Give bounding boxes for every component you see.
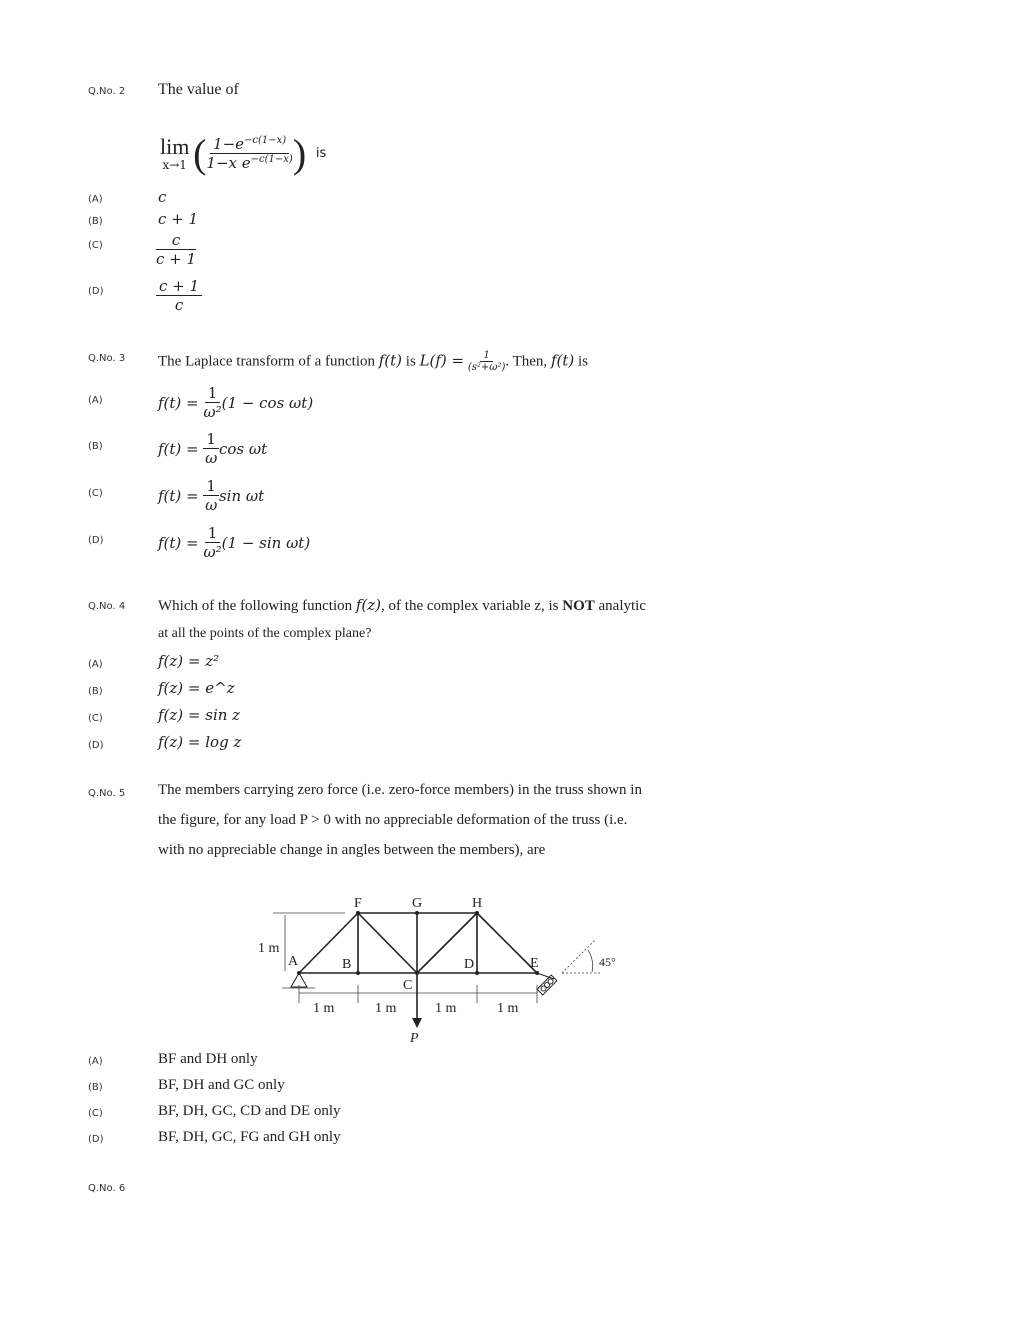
lhs: f(t) = xyxy=(158,486,199,505)
option-label: (A) xyxy=(88,659,103,670)
denominator: c xyxy=(174,295,184,314)
option-c: BF, DH, GC, CD and DE only xyxy=(158,1103,341,1119)
option-b: f(z) = e^z xyxy=(158,679,235,697)
option-label: (A) xyxy=(88,194,103,205)
numerator: c + 1 xyxy=(156,278,202,296)
lim-sub: x→1 xyxy=(162,157,187,172)
option-label: (B) xyxy=(88,1082,103,1093)
span-label: 1 m xyxy=(375,1001,397,1016)
node-label-g: G xyxy=(412,896,423,911)
question-number: Q.No. 3 xyxy=(88,353,126,364)
question-number: Q.No. 6 xyxy=(88,1183,126,1194)
rhs: sin ωt xyxy=(218,486,265,505)
denominator: c + 1 xyxy=(156,249,197,268)
denominator: ω² xyxy=(203,542,222,561)
lhs: f(t) = xyxy=(158,533,199,552)
lf: L(f) = xyxy=(419,351,465,370)
option-c: f(z) = sin z xyxy=(158,706,241,724)
angle-label: 45° xyxy=(599,955,616,969)
rhs: (1 − sin ωt) xyxy=(221,533,311,552)
node-label-a: A xyxy=(288,954,299,969)
numerator: 1 xyxy=(203,431,219,449)
option-d: f(z) = log z xyxy=(158,733,242,751)
question-stem: The members carrying zero force (i.e. zero-force members) in the truss shown in xyxy=(158,782,642,798)
stem-text: analytic xyxy=(598,598,646,614)
numerator: 1 xyxy=(205,525,221,543)
node-label-d: D xyxy=(464,957,475,972)
load-arrow-icon xyxy=(412,1018,422,1028)
question-number: Q.No. 5 xyxy=(88,788,126,799)
node-label-h: H xyxy=(472,896,483,911)
denominator: ω xyxy=(205,448,218,467)
option-d: BF, DH, GC, FG and GH only xyxy=(158,1129,341,1145)
is-text: is xyxy=(315,146,327,161)
denominator: ω² xyxy=(203,402,222,421)
numerator: 1 xyxy=(205,385,221,403)
numerator: 1 xyxy=(480,350,492,362)
lhs: f(t) = xyxy=(158,439,199,458)
option-label: (A) xyxy=(88,395,103,406)
question-number: Q.No. 4 xyxy=(88,601,126,612)
node-label-f: F xyxy=(354,896,362,911)
option-a: c xyxy=(158,188,167,206)
stem-text: , of the complex variable z, is xyxy=(381,598,559,614)
node-label-e: E xyxy=(530,956,539,971)
option-label: (B) xyxy=(88,216,103,227)
ft: f(t) xyxy=(378,351,403,370)
option-label: (D) xyxy=(88,740,104,751)
denominator: ω xyxy=(205,495,218,514)
question-stem: The value of xyxy=(158,81,239,98)
stem-text: Which of the following function xyxy=(158,598,353,614)
limit-expression: lim x→1 ( $\frac{1-e^{-c(1-x)}}{1-x e^{-c(1-x)}}$ ) is xyxy=(160,131,327,176)
ft: f(t) xyxy=(550,351,575,370)
node-label-b: B xyxy=(342,957,352,972)
option-label: (C) xyxy=(88,1108,103,1119)
option-label: (A) xyxy=(88,1056,103,1067)
option-label: (B) xyxy=(88,686,103,697)
span-label: 1 m xyxy=(313,1001,335,1016)
fz: f(z) xyxy=(355,596,382,614)
option-label: (C) xyxy=(88,713,103,724)
numerator: 1−e xyxy=(213,135,245,154)
stem-text: is xyxy=(405,353,416,370)
option-b: BF, DH and GC only xyxy=(158,1077,285,1093)
option-label: (B) xyxy=(88,441,103,452)
option-b: c + 1 xyxy=(158,210,199,228)
rhs: cos ωt xyxy=(218,439,268,458)
denominator: 1−x e xyxy=(206,153,251,172)
rhs: (1 − cos ωt) xyxy=(221,393,314,412)
emphasis: NOT xyxy=(562,598,595,614)
option-label: (D) xyxy=(88,286,104,297)
load-label: P xyxy=(410,1031,419,1046)
lim: lim xyxy=(160,133,190,159)
stem-text: The Laplace transform of a function xyxy=(158,353,375,370)
question-stem-line2: the figure, for any load P > 0 with no appreciable deformation of the truss (i.e. xyxy=(158,812,628,828)
question-stem-line3: with no appreciable change in angles between the members), are xyxy=(158,842,546,858)
stem-text: . Then, xyxy=(505,353,548,370)
question-number: Q.No. 2 xyxy=(88,86,126,97)
denominator: (s²+ω²) xyxy=(467,362,506,373)
span-label: 1 m xyxy=(435,1001,457,1016)
option-label: (C) xyxy=(88,488,103,499)
option-label: (C) xyxy=(88,240,103,251)
num-exponent: −c(1−x) xyxy=(244,135,287,147)
stem-text: is xyxy=(577,353,588,370)
den-exponent: −c(1−x) xyxy=(250,153,293,165)
span-label: 1 m xyxy=(497,1001,519,1016)
roller-support-icon xyxy=(537,975,557,995)
option-label: (D) xyxy=(88,535,104,546)
height-dimension-label: 1 m xyxy=(258,941,280,956)
node-label-c: C xyxy=(403,978,413,993)
question-stem-line2: at all the points of the complex plane? xyxy=(158,626,372,641)
lhs: f(t) = xyxy=(158,393,199,412)
option-label: (D) xyxy=(88,1134,104,1145)
numerator: c xyxy=(156,232,196,250)
option-a: BF and DH only xyxy=(158,1051,258,1067)
numerator: 1 xyxy=(203,478,219,496)
option-a: f(z) = z² xyxy=(158,652,220,670)
